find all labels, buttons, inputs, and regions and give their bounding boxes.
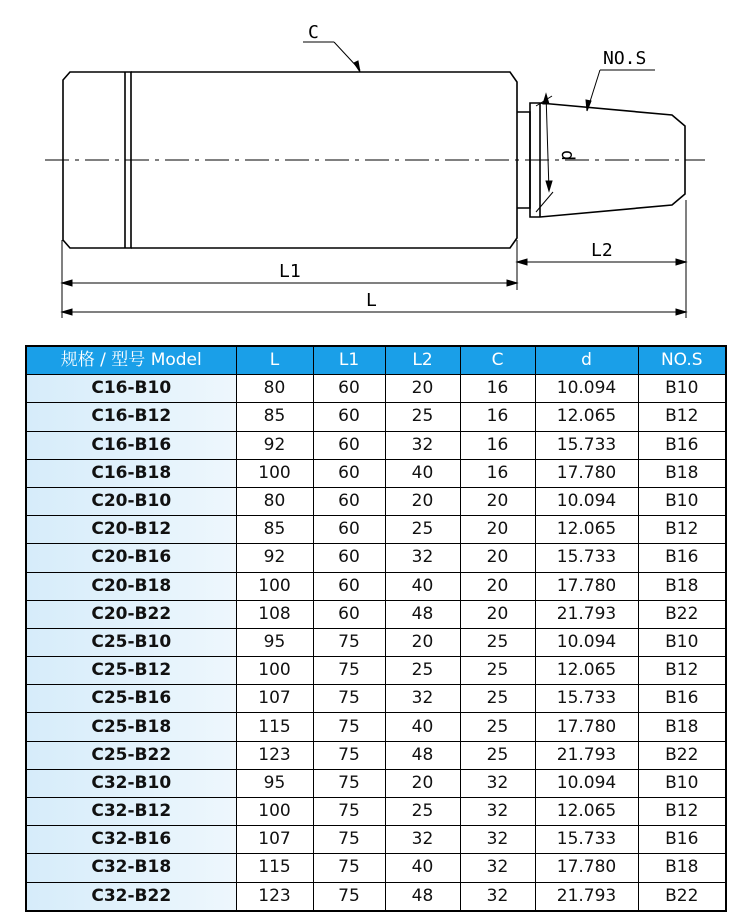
cell-d: 21.793 (535, 600, 638, 628)
table-row (26, 713, 726, 741)
cell-l1: 60 (313, 375, 385, 403)
table-row (26, 544, 726, 572)
cell-c: 32 (460, 798, 535, 826)
table-header (26, 346, 726, 375)
cell-model: C32-B12 (26, 798, 236, 826)
cell-model: C20-B12 (26, 516, 236, 544)
label-l2: L2 (591, 240, 613, 261)
cell-model: C25-B10 (26, 628, 236, 656)
table-row (26, 459, 726, 487)
header-model: 规格 / 型号 Model (26, 346, 236, 375)
table-row (26, 403, 726, 431)
cell-model: C32-B16 (26, 826, 236, 854)
cell-model: C20-B10 (26, 487, 236, 515)
header-l1: L1 (313, 346, 385, 375)
cell-nos: B18 (638, 459, 726, 487)
cell-c: 20 (460, 487, 535, 515)
spec-table (25, 345, 727, 912)
table-row (26, 769, 726, 797)
cell-l: 100 (236, 798, 313, 826)
header-c: C (460, 346, 535, 375)
cell-l2: 25 (385, 516, 460, 544)
cell-l1: 75 (313, 798, 385, 826)
cell-l1: 60 (313, 572, 385, 600)
cell-l2: 32 (385, 685, 460, 713)
cell-l1: 60 (313, 516, 385, 544)
cell-d: 12.065 (535, 798, 638, 826)
cell-c: 32 (460, 826, 535, 854)
cell-l1: 75 (313, 882, 385, 911)
cell-l2: 25 (385, 798, 460, 826)
cell-l2: 25 (385, 403, 460, 431)
cell-c: 25 (460, 741, 535, 769)
cell-l1: 75 (313, 769, 385, 797)
cell-model: C20-B18 (26, 572, 236, 600)
cell-d: 15.733 (535, 685, 638, 713)
header-l2: L2 (385, 346, 460, 375)
cell-nos: B10 (638, 375, 726, 403)
cell-d: 15.733 (535, 826, 638, 854)
label-l: L (366, 290, 377, 311)
table-row (26, 826, 726, 854)
cell-model: C16-B10 (26, 375, 236, 403)
label-l1: L1 (279, 261, 301, 282)
cell-l: 115 (236, 713, 313, 741)
cell-l2: 48 (385, 882, 460, 911)
cell-l: 123 (236, 882, 313, 911)
header-d: d (535, 346, 638, 375)
cell-nos: B12 (638, 403, 726, 431)
cell-l1: 75 (313, 657, 385, 685)
cell-l: 92 (236, 431, 313, 459)
cell-c: 20 (460, 600, 535, 628)
cell-d: 15.733 (535, 431, 638, 459)
cell-d: 12.065 (535, 657, 638, 685)
cell-d: 12.065 (535, 403, 638, 431)
cell-model: C25-B12 (26, 657, 236, 685)
d-dimension (536, 94, 553, 212)
cell-c: 25 (460, 628, 535, 656)
cell-l: 123 (236, 741, 313, 769)
cell-c: 16 (460, 459, 535, 487)
cell-l2: 48 (385, 741, 460, 769)
cell-l1: 75 (313, 628, 385, 656)
cell-l1: 60 (313, 487, 385, 515)
table-row (26, 628, 726, 656)
cell-model: C25-B22 (26, 741, 236, 769)
cell-model: C20-B16 (26, 544, 236, 572)
cell-nos: B16 (638, 685, 726, 713)
cell-l1: 75 (313, 713, 385, 741)
cell-nos: B12 (638, 516, 726, 544)
cell-c: 32 (460, 769, 535, 797)
cell-nos: B22 (638, 741, 726, 769)
cell-l: 95 (236, 628, 313, 656)
cell-nos: B18 (638, 713, 726, 741)
table-row (26, 375, 726, 403)
cell-d: 21.793 (535, 741, 638, 769)
cell-c: 16 (460, 403, 535, 431)
cell-c: 20 (460, 544, 535, 572)
cell-d: 17.780 (535, 854, 638, 882)
cell-d: 12.065 (535, 516, 638, 544)
cell-d: 15.733 (535, 544, 638, 572)
cell-l: 80 (236, 487, 313, 515)
table-row (26, 516, 726, 544)
cell-nos: B10 (638, 628, 726, 656)
c-leader (303, 42, 360, 72)
table-row (26, 572, 726, 600)
table-row (26, 657, 726, 685)
cell-model: C16-B12 (26, 403, 236, 431)
cell-d: 17.780 (535, 713, 638, 741)
table-row (26, 600, 726, 628)
cell-l2: 20 (385, 487, 460, 515)
cell-d: 10.094 (535, 628, 638, 656)
cell-nos: B12 (638, 798, 726, 826)
cell-l2: 40 (385, 854, 460, 882)
cell-c: 25 (460, 657, 535, 685)
cell-c: 32 (460, 882, 535, 911)
cell-nos: B12 (638, 657, 726, 685)
cell-l1: 60 (313, 431, 385, 459)
cell-l1: 60 (313, 600, 385, 628)
cell-l2: 48 (385, 600, 460, 628)
cell-l2: 32 (385, 431, 460, 459)
cell-nos: B10 (638, 487, 726, 515)
cell-d: 10.094 (535, 375, 638, 403)
cell-l1: 75 (313, 854, 385, 882)
label-nos: NO.S (603, 48, 647, 69)
cell-c: 20 (460, 516, 535, 544)
cell-model: C20-B22 (26, 600, 236, 628)
table-row (26, 741, 726, 769)
header-row (26, 346, 726, 375)
table-row (26, 685, 726, 713)
cell-l2: 40 (385, 713, 460, 741)
cell-l: 80 (236, 375, 313, 403)
cell-c: 32 (460, 854, 535, 882)
cell-l2: 20 (385, 628, 460, 656)
cell-nos: B10 (638, 769, 726, 797)
cell-l1: 75 (313, 685, 385, 713)
cell-l2: 32 (385, 544, 460, 572)
header-l: L (236, 346, 313, 375)
table-row (26, 798, 726, 826)
table-row (26, 854, 726, 882)
cell-l: 107 (236, 685, 313, 713)
cell-nos: B22 (638, 600, 726, 628)
cell-c: 25 (460, 685, 535, 713)
cell-l2: 40 (385, 459, 460, 487)
cell-l: 100 (236, 572, 313, 600)
cell-l: 100 (236, 657, 313, 685)
cell-model: C32-B18 (26, 854, 236, 882)
cell-model: C16-B16 (26, 431, 236, 459)
cell-l: 85 (236, 516, 313, 544)
cell-l2: 25 (385, 657, 460, 685)
nos-leader (586, 70, 655, 111)
table-row (26, 431, 726, 459)
cell-model: C25-B18 (26, 713, 236, 741)
cell-l: 108 (236, 600, 313, 628)
table-row (26, 882, 726, 911)
cell-l2: 20 (385, 769, 460, 797)
cell-model: C32-B10 (26, 769, 236, 797)
cell-nos: B18 (638, 854, 726, 882)
cell-d: 17.780 (535, 459, 638, 487)
cell-l1: 75 (313, 826, 385, 854)
cell-model: C25-B16 (26, 685, 236, 713)
cell-c: 25 (460, 713, 535, 741)
cell-l1: 60 (313, 403, 385, 431)
cell-l: 115 (236, 854, 313, 882)
cell-d: 21.793 (535, 882, 638, 911)
cell-c: 16 (460, 431, 535, 459)
shank-technical-drawing (0, 0, 750, 330)
cell-d: 10.094 (535, 487, 638, 515)
cell-model: C16-B18 (26, 459, 236, 487)
cell-c: 20 (460, 572, 535, 600)
cell-l1: 60 (313, 459, 385, 487)
table-row (26, 487, 726, 515)
cell-l: 95 (236, 769, 313, 797)
cell-l1: 75 (313, 741, 385, 769)
cell-nos: B18 (638, 572, 726, 600)
cell-l2: 20 (385, 375, 460, 403)
cell-nos: B16 (638, 826, 726, 854)
cell-nos: B16 (638, 431, 726, 459)
cell-model: C32-B22 (26, 882, 236, 911)
cell-c: 16 (460, 375, 535, 403)
label-d: d (557, 150, 578, 161)
cell-nos: B22 (638, 882, 726, 911)
cell-l: 85 (236, 403, 313, 431)
cell-d: 10.094 (535, 769, 638, 797)
cell-nos: B16 (638, 544, 726, 572)
header-nos: NO.S (638, 346, 726, 375)
label-c: C (308, 22, 319, 43)
cell-l: 107 (236, 826, 313, 854)
cell-l1: 60 (313, 544, 385, 572)
cell-l: 100 (236, 459, 313, 487)
table-body (26, 375, 726, 911)
cell-l2: 40 (385, 572, 460, 600)
cell-d: 17.780 (535, 572, 638, 600)
cell-l: 92 (236, 544, 313, 572)
cell-l2: 32 (385, 826, 460, 854)
